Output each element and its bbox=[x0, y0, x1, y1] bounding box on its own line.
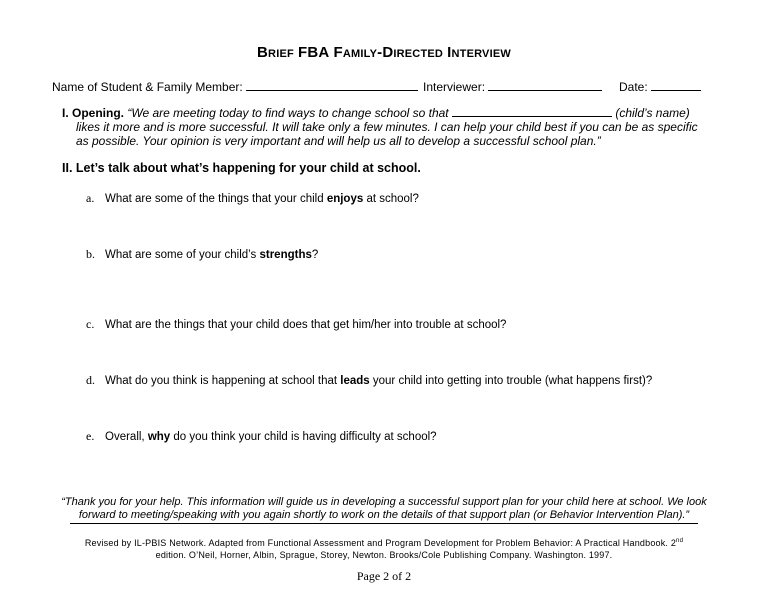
student-family-blank[interactable] bbox=[246, 80, 418, 91]
page-title: BRIEF FBA FAMILY-DIRECTED INTERVIEW bbox=[257, 44, 511, 61]
opening-quote-line1: “We are meeting today to find ways to change school so that bbox=[127, 106, 449, 120]
date-blank[interactable] bbox=[651, 80, 701, 91]
question-e: e. Overall, why do you think your child is having difficulty at school? bbox=[86, 429, 437, 443]
opening-heading: I. Opening. bbox=[62, 106, 124, 120]
interviewer-label: Interviewer: bbox=[423, 80, 486, 94]
opening-quote-line3: as possible. Your opinion is very important and will help us all to develop a successful school plan.” bbox=[76, 134, 601, 148]
question-b: b. What are some of your child’s strengths? bbox=[86, 247, 319, 261]
interviewer-blank[interactable] bbox=[488, 80, 602, 91]
credit-note: Revised by IL-PBIS Network. Adapted from Functional Assessment and Program Development for Problem Behavior: A Practical Handbook. 2nd edition. O’Neil, Horner, Albin, Sprague, Storey, Newton. Brooks/Cole Publishing Company. Washington. 1997. bbox=[84, 538, 684, 560]
date-label: Date: bbox=[619, 80, 648, 94]
student-family-label: Name of Student & Family Member: bbox=[52, 80, 243, 94]
question-c: c. What are the things that your child does that get him/her into trouble at school? bbox=[86, 317, 507, 331]
divider bbox=[70, 523, 698, 524]
question-letter: a. bbox=[86, 191, 95, 205]
opening-quote-line2: likes it more and is more successful. It will take only a few minutes. I can help your child best if you can be as specific bbox=[76, 120, 698, 134]
question-a: a. What are some of the things that your child enjoys at school? bbox=[86, 191, 419, 205]
question-letter: b. bbox=[86, 247, 95, 261]
section-2-heading: II. Let’s talk about what’s happening for your child at school. bbox=[62, 161, 421, 175]
opening-section bbox=[62, 106, 722, 148]
childs-name-hint: (child’s name) bbox=[615, 106, 690, 120]
question-letter: c. bbox=[86, 317, 95, 331]
question-letter: d. bbox=[86, 373, 95, 387]
page-number: Page 2 of 2 bbox=[356, 569, 412, 583]
student-family-field bbox=[52, 80, 418, 94]
question-d: d. What do you think is happening at school that leads your child into getting into trouble (what happens first)? bbox=[86, 373, 653, 387]
question-letter: e. bbox=[86, 429, 95, 443]
interviewer-field bbox=[423, 80, 602, 94]
date-field bbox=[619, 80, 701, 94]
closing-statement: “Thank you for your help. This information will guide us in developing a successful support plan for your child here at school. We look forward to meeting/speaking with you again shortly to work on the details of that support plan (or Behavior Intervention Plan).” bbox=[61, 496, 707, 521]
childs-name-blank[interactable] bbox=[452, 106, 612, 117]
